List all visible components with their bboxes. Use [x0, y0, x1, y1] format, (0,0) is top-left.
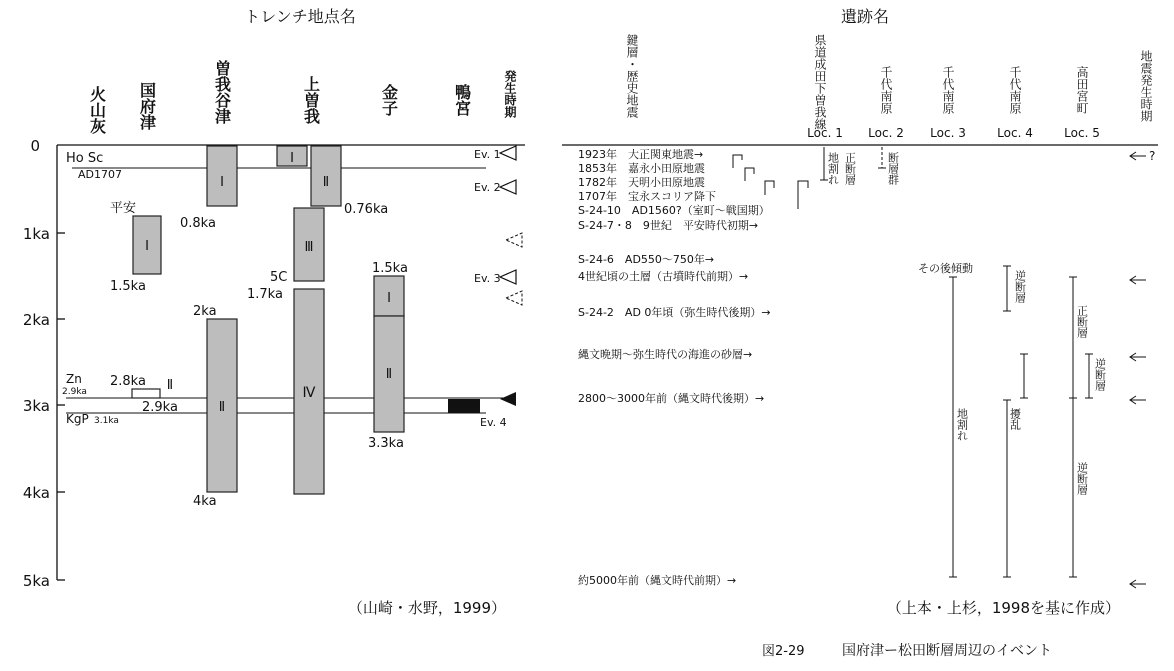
site-loc2: Loc. 2	[868, 126, 904, 140]
tephra-hosc: Ho Sc	[66, 151, 104, 166]
kami-box-II-age: 0.76ka	[344, 202, 389, 217]
tephra-hosc-age: AD1707	[78, 168, 122, 181]
kofudzu-box-II-age: 2.8ka	[110, 374, 146, 389]
event-item-4c: 4世紀頃の土層（古墳時代前期）→	[578, 270, 749, 283]
event-2-label: Ev. 2	[474, 181, 501, 194]
col-header-kami-soga: 上曽我	[301, 76, 321, 124]
event-1-label: Ev. 1	[474, 148, 501, 161]
site-headers	[807, 34, 1153, 140]
left-column-headers	[88, 59, 472, 135]
event-item-s2478: S-24-7・8 9世紀 平安時代初期→	[578, 219, 759, 232]
site-loc3: Loc. 3	[930, 126, 966, 140]
col-header-soga-yatsu: 曽我谷津	[212, 60, 232, 124]
tephra-kgp-age: 3.1ka	[94, 416, 119, 426]
kaneko-box-I-label: Ⅰ	[387, 291, 391, 306]
kofudzu-bottom-label: 1.5ka	[110, 279, 146, 294]
tick-label-1ka: 1ka	[22, 225, 50, 243]
event-connectors	[733, 155, 808, 209]
site-loc5-name: 高田宮町	[1075, 66, 1089, 114]
kami-box-IV-label: Ⅳ	[302, 385, 316, 401]
event-item-5000: 約5000年前（縄文時代前期）→	[578, 574, 737, 587]
soga-box-I-age: 0.8ka	[180, 216, 216, 231]
col-header-shigitatsu: 鴨宮	[452, 84, 472, 116]
left-source: （山崎・水野，1999）	[347, 599, 506, 617]
kofudzu-box-II	[132, 389, 160, 398]
event-item-1853: 1853年 嘉永小田原地震	[578, 162, 705, 175]
loc5-annot-a: 正断層	[1075, 305, 1089, 338]
kami-box-II-label: Ⅱ	[322, 175, 330, 190]
event-2-marker	[500, 180, 516, 194]
left-title: トレンチ地点名	[244, 7, 356, 26]
event-item-1923: 1923年 大正関東地震→	[578, 148, 704, 161]
soga-box-II-top: 2ka	[193, 304, 217, 319]
kofudzu-box-I-label: Ⅰ	[145, 239, 149, 254]
right-title: 遺跡名	[840, 7, 890, 26]
site-loc2-name: 千代南原	[879, 66, 893, 114]
site-loc1-name-a: 県道成田下曽我線	[813, 34, 827, 130]
event-4-label: Ev. 4	[480, 416, 507, 429]
event-3-label: Ev. 3	[474, 272, 501, 285]
tick-label-4ka: 4ka	[22, 484, 50, 502]
tephra-kgp: KgP	[66, 412, 89, 426]
loc4-annot-a: 逆断層	[1013, 270, 1027, 303]
tick-label-3ka: 3ka	[22, 397, 50, 415]
site-loc4: Loc. 4	[997, 126, 1033, 140]
col-header-kazanbai: 火山灰	[87, 86, 107, 134]
right-arrows	[1130, 152, 1146, 588]
kaneko-top-age: 1.5ka	[372, 261, 408, 276]
left-axis-tick-labels	[23, 137, 50, 590]
event-item-1707: 1707年 宝永スコリア降下	[578, 190, 716, 203]
event-dashed-marker-2	[506, 291, 522, 305]
zn-age-label: 2.9ka	[142, 400, 178, 415]
soga-box-II-label: Ⅱ	[218, 400, 226, 415]
loc1-annot-b: 正断層	[843, 152, 857, 185]
soga-box-II-bottom: 4ka	[193, 494, 217, 509]
kaneko-box-II-label: Ⅱ	[385, 367, 393, 382]
tick-label-0: 0	[30, 137, 40, 155]
site-loc1: Loc. 1	[807, 126, 843, 140]
tephra-zn-age: 2.9ka	[62, 387, 87, 397]
event-item-jomon-late: 縄文晩期～弥生時代の海進の砂層→	[578, 348, 753, 361]
tick-label-5ka: 5ka	[22, 572, 50, 590]
event-item-s2410: S-24-10 AD1560?（室町～戦国期）	[578, 204, 770, 217]
kofudzu-box-II-label: Ⅱ	[166, 378, 174, 393]
event-item-1782: 1782年 天明小田原地震	[578, 176, 705, 189]
loc2-annot: 断層群	[886, 152, 900, 185]
tephra-zn: Zn	[66, 372, 82, 386]
last-col-header: 地震発生時期	[1139, 50, 1153, 122]
event-list	[578, 147, 771, 587]
event-3-marker	[500, 270, 516, 284]
col-header-kaneko: 金子	[379, 84, 399, 116]
site-loc3-name: 千代南原	[941, 66, 955, 114]
event-item-s242: S-24-2 AD 0年頃（弥生時代後期）→	[578, 306, 771, 319]
kofudzu-top-label: 平安	[110, 201, 137, 216]
site-loc5: Loc. 5	[1064, 126, 1100, 140]
key-header: 鍵層・歴史地震	[625, 34, 639, 118]
figure-caption: 国府津ー松田断層周辺のイベント	[842, 643, 1052, 659]
loc1-annot-a: 地割れ	[826, 152, 840, 185]
kami-box-III-label: Ⅲ	[304, 240, 314, 255]
kami-box-I-label: Ⅰ	[290, 151, 294, 166]
kami-box-III-age: 5C	[270, 270, 288, 285]
col-header-kofudzu: 国府津	[137, 82, 157, 130]
shigitatsu-box	[448, 399, 480, 413]
site-loc4-name: 千代南原	[1008, 66, 1022, 114]
event-item-s246: S-24-6 AD550～750年→	[578, 253, 715, 266]
event-dashed-marker-1	[506, 233, 522, 247]
event-item-2800: 2800～3000年前（縄文時代後期）→	[578, 392, 765, 405]
col-header-hassei: 発生時期	[503, 70, 517, 118]
event-4-marker	[500, 392, 516, 406]
loc5-annot-b: 逆断層	[1093, 358, 1107, 391]
kami-box-IV-age: 1.7ka	[247, 287, 283, 302]
kaneko-bottom-age: 3.3ka	[368, 436, 404, 451]
soga-box-I-label: Ⅰ	[220, 175, 224, 190]
loc4-annot-b: 擾乱	[1008, 408, 1022, 430]
question-mark: ?	[1149, 149, 1156, 163]
loc5-annot-c: 逆断層	[1075, 462, 1089, 495]
loc3-annot: 地割れ	[955, 408, 969, 441]
tick-label-2ka: 2ka	[22, 311, 50, 329]
left-axis-ticks	[57, 233, 65, 580]
loc3-top-annot: その後傾動	[918, 262, 973, 275]
figure-number: 図2-29	[762, 644, 805, 659]
event-markers	[474, 146, 522, 429]
right-source: （上本・上杉，1998を基に作成）	[886, 599, 1120, 617]
event-1-marker	[500, 146, 516, 160]
